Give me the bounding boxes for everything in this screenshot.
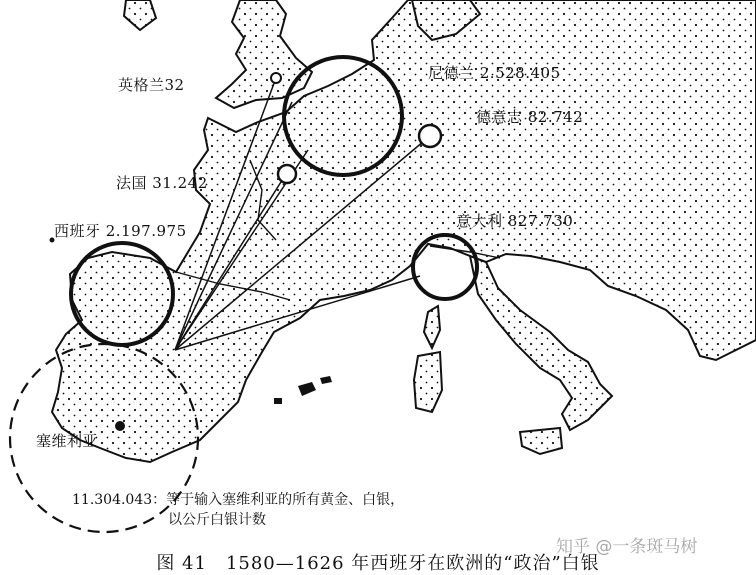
great-britain-land (216, 0, 312, 108)
figure-caption: 图 41 1580—1626 年西班牙在欧洲的“政治”白银 (156, 553, 600, 574)
england-circle (271, 73, 281, 83)
map-note (72, 490, 404, 530)
label-france: 法国 31.242 (116, 174, 208, 192)
note-line-1: 11.304.043：等于输入塞维利亚的所有黄金、白银， (72, 492, 405, 508)
balearic-island (320, 376, 332, 384)
label-germany: 德意志 82.742 (476, 108, 584, 126)
france-circle (278, 165, 296, 183)
label-spain: 西班牙 2.197.975 (54, 222, 187, 240)
italy-peninsula (470, 256, 612, 430)
label-seville: 塞维利亚 (36, 432, 99, 450)
note-line-2: 以公斤白银计数 (168, 512, 266, 528)
balearic-island (274, 398, 282, 404)
label-england: 英格兰32 (118, 76, 185, 94)
balearic-island (298, 382, 316, 396)
label-netherlands: 尼德兰 2.528.405 (428, 64, 561, 82)
seville-dot (115, 421, 125, 431)
ireland-land (124, 0, 156, 30)
sardinia-island (414, 352, 442, 412)
label-italy: 意大利 827.730 (456, 212, 574, 230)
watermark-text: 知乎 @一条斑马树 (556, 537, 698, 557)
sicily-island (520, 428, 562, 454)
germany-circle (419, 125, 441, 147)
corsica-island (424, 306, 440, 348)
